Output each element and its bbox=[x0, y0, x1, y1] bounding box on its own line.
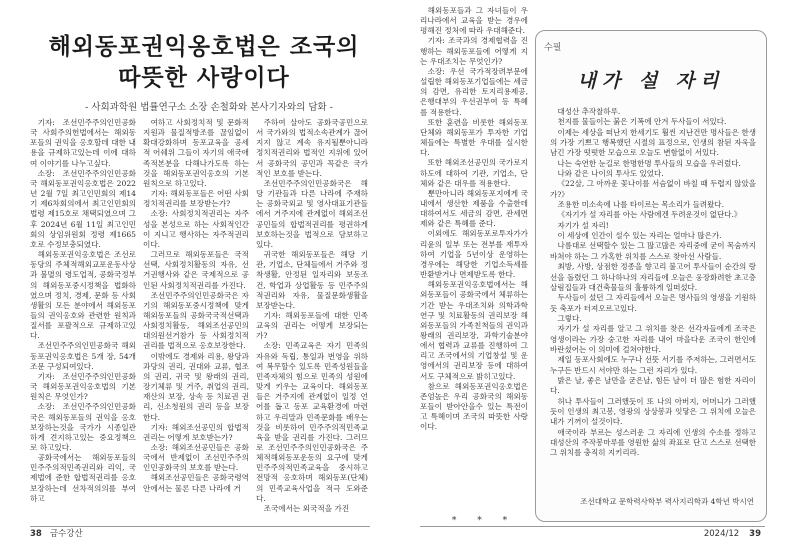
paragraph: 소장: 사회정치적권리는 자주성을 본성으로 하는 사회적인간이 지니고 행사하는 자주적권리이다. bbox=[143, 209, 249, 249]
essay-paragraph: 애국이라 부르는 성스러운 그 자리에 인생의 수소를 정하고 대성산의 주작봉마루를 영원한 삶의 좌표로 단고 스스로 선택한 그 위치를 충직히 지키리라. bbox=[550, 427, 756, 458]
article-column-2 bbox=[143, 118, 249, 526]
article-column-3 bbox=[256, 118, 368, 526]
article-headline bbox=[34, 32, 374, 94]
right-page bbox=[400, 0, 787, 551]
paragraph: 조선민주주의인민공화국은 해당 기관들과 다른 나라에 주재하는 공화국외교 및 영사대표기관들에서 거주지에 관계없이 해외조선공민들의 합법적권리를 평권하게 보호하는것을 법적으로 담보하고있다. bbox=[256, 178, 368, 249]
paragraph: 해외동포들과 그 자녀들이 우리나라에서 교육을 받는 경우에 평해진 정처에 따라 우대해준다. bbox=[420, 6, 528, 36]
paragraph: 조선민주주의인민공화국 해외동포권익옹호법은 5개 장, 54개 조문 구성되여있다. bbox=[30, 341, 136, 371]
right-folio bbox=[704, 529, 761, 539]
paragraph: 기자: 해외동포들에 대한 민족교육의 권리는 어떻게 보장되는가? bbox=[256, 310, 368, 341]
paragraph: 기자: 조국과의 경제협력을 진행하는 해외동포들에 어떻게 지는 우대조치는 무엇인가? bbox=[420, 36, 528, 66]
essay-paragraph: 두사들이 섰던 그 자리들에서 오늘은 명사들의 영생을 기원하듯 축포가 터져오르고있다. bbox=[550, 293, 756, 313]
journal-name: 금수강산 bbox=[49, 529, 83, 539]
essay-paragraph: 《22살, 그 아까운 꽃나이를 서슴없이 바칠 때 두렵지 않았을가?》 bbox=[550, 179, 756, 199]
paragraph: 소장: 해외조선공민들은 공화국에서 반제없이 조선민주주의인민공화국의 보호를 받는다. bbox=[143, 443, 249, 473]
paragraph: 그러므로 해외동포들은 국적선택, 사회정치활동의 자유, 선거권행사와 같은 국제적으로 공인된 사회정치적권리를 가진다. bbox=[143, 250, 249, 290]
essay-paragraph: 나는 숙연한 눈길로 한명한명 투사들의 모습을 우러렀다. bbox=[557, 158, 741, 168]
essay-author: 조선대학교 문학력사학부 력사지리학과 4학년 박시연 bbox=[580, 497, 754, 506]
article-column-1 bbox=[30, 118, 136, 526]
issue-date: 2024/12 bbox=[703, 529, 740, 539]
left-folio bbox=[30, 527, 83, 539]
paragraph: 기자: 조선민주주의인민공화국 해외동포권익옹호법의 기본원칙은 무엇인가? bbox=[30, 371, 136, 402]
paragraph: 귀국한 해외동포들은 해당 기관, 기업소, 단체들에서 거주와 정착생활, 안정된 일자리와 보동조건, 학업과 상업활동 등 민주주의적권리와 자유, 물질문화생활을 보장받는다. bbox=[256, 250, 368, 310]
paragraph: 주하여 살아도 공화국공민으로서 국가와의 법적소속관계가 끊어지지 않고 계속 유지될뿐아니라 정치적권리와 법적인 지위에 있어서 공화국의 공민과 꼭같은 국가적인 보호를 받는다. bbox=[256, 118, 368, 178]
essay-paragraph: 《자기가 설 자리를 아는 사람에겐 두려운것이 없단다.》 bbox=[557, 210, 742, 220]
essay-paragraph: 나름대로 선택할수 있는 그 많고많은 자리중에 굳이 목숨까지 바쳐야 하는 그 가혹한 위치를 스스로 찾아선 사람들. bbox=[550, 241, 756, 261]
essay-category-tag: 수필 bbox=[544, 43, 562, 53]
essay-paragraph: 대성산 추작찰하루. bbox=[557, 107, 621, 116]
paragraph: 소장: 조선민주주의인민공화국은 해외동포들의 권익을 옹호보장하는것을 국가가 시종일관하게 견지하고있는 중요정책으로 하고있다. bbox=[30, 402, 136, 452]
left-page bbox=[0, 0, 393, 551]
paragraph: 이외에도 해외동포로투자가가 리윤의 일부 또는 전부를 재투자하여 기업을 5년이상 운영하는 경우에는 해당한 기업소득세를 반환받거나 면제받도록 한다. bbox=[420, 229, 528, 280]
paragraph: 해외동포권익옹호법은 조선로동당의 주체적해외교포운동사상과 불멸의 령도업적, 공화국정부의 해외동포중시정책을 법화하였으며 정치, 경제, 문화 등 사회생활의 모든 분야에서 해외동포들의 권익옹호와 관련한 원칙과 질서를 포괄적으로 규제하고있다. bbox=[30, 250, 136, 341]
section-end-stars: * * * bbox=[451, 516, 517, 526]
article-subtitle: - 사회과학원 법률연구소 소장 손철화와 본사기자와의 담화 - bbox=[85, 102, 333, 113]
paragraph: 또한 훈련을 비롯한 해외동포단체와 해외동포가 투자한 기업체들에는 특별한 우대를 실시한다. bbox=[420, 117, 528, 158]
paragraph: 소장: 조선민주주의인민공화국 해외동포권익옹호법은 2022년 2월 7일 최고인민회의 제14기 제6차회의에서 최고인민회의 법령 제15호로 채택되였으며 그후 2024년 6월 11일 최고인민회의 상임위원회 정령 제1665호로 수정보충되였다. bbox=[30, 168, 136, 249]
essay-paragraph: 조용한 미소속에 나를 타이르는 목소리가 들려왔다. bbox=[557, 200, 724, 210]
paragraph: 조선민주주의인민공화국은 자기의 해외동포중시정책에 맞게 해외동포들의 공화국국적선택과 사회정치활동, 해외조선공민의 대의원선거참가 등 사회정치적권리를 법적으로 옹호보장한다. bbox=[143, 290, 249, 351]
paragraph: 소장: 민족교육은 자기 민족의 자유와 독립, 통일과 번영을 위하여 복무할수 있도록 민족성원들을 민족자체의 힘으로 민족의 성원에 맞게 키우는 교육이다. 해외동포들은 거주지에 관계없이 일정 언어를 돕고 동포 교육환경에 마련하고 우리말과 민족문화를 배우는것을 비롯하여 민주주의적민족교육을 받을 권리를 가진다. 그러므로 조선민주주의인민공화국은 주체적해외동포운동의 요구에 맞게 민주주의적민족교육을 중시하고 전망적 옹호하며 해외동포(단체)의 민족교육사업을 적극 도와준다. bbox=[256, 341, 368, 503]
paragraph: 소장: 우선 국가적장려부문에 설립한 해외동포기업들에는 세금의 감면, 유리한 토지리용제공, 은행대부의 우선권부여 등 특혜를 적용한다. bbox=[420, 66, 528, 117]
essay-paragraph: 최방, 사방, 상점한 정종을 향고리 불고어 투사들이 순간의 랑선을 돌렸던 그 하나하나의 자리들에 오늘은 웅장화려한 초고층살림집들과 대건축물들의 훌륭하게 일떠섰다. bbox=[550, 262, 756, 292]
paragraph: 공화국에서는 해외동포들의 민주주의적민족권리와 리익, 국제법에 준한 합법적권리를 옹호보장하는데 선차적의의를 부여하고 bbox=[30, 453, 136, 503]
page-number: 38 bbox=[30, 529, 42, 539]
essay-paragraph: 제일 동포사회에도 누구나 선뜻 서기를 주저하는, 그러면서도 누구든 반드시 서야만 하는 그런 자리가 있다. bbox=[550, 355, 756, 375]
essay-title: 내가 설 자리 bbox=[577, 70, 725, 92]
page-number: 39 bbox=[749, 529, 761, 539]
essay-paragraph: 천지를 물들이는 붉은 기폭에 안겨 두사들이 서있다. bbox=[557, 117, 727, 127]
paragraph: 기자: 조선민주주의인민공화국 사회주의헌법에서는 해외동포들의 권익을 옹호할데 대한 내용을 규제하고있는데 이에 대하여 이야기를 나누고싶다. bbox=[30, 118, 136, 168]
paragraph: 뿐만아니라 해외동포지에게 국내에서 생산한 제품을 수출한데 대하여서도 세금의 감면, 관세면제와 같은 특혜를 준다. bbox=[420, 188, 528, 229]
paragraph: 해외조선공민들은 공화국령역안에서는 물론 다른 나라에 거 bbox=[143, 473, 249, 493]
paragraph: 기자: 해외동포들은 어떤 사회정치적권리를 보장받는가? bbox=[143, 189, 249, 209]
article-column-4 bbox=[420, 6, 528, 516]
essay-paragraph: 이제는 세상을 떠난지 한세기도 훨씬 지난건만 명사들은 한생의 가장 기쁘고 행복했던 시절의 표정으로, 인생의 참된 자욱을 남긴 가장 떳떳한 모습으로 오늘도 변함없이 서있다. bbox=[550, 127, 756, 158]
paragraph: 또한 해외조선공민의 국가로지하도에 대하여 기관, 기업소, 단체와 같은 대우를 적용한다. bbox=[420, 158, 528, 188]
essay-paragraph: 밝은 날, 좋은 날만을 굳은날, 힘든 날이 더 많은 험한 자리이다. bbox=[550, 375, 756, 396]
essay-paragraph: 그렇다. bbox=[557, 313, 582, 323]
essay-paragraph: 나와 같은 나이의 투사도 있었다. bbox=[557, 169, 664, 179]
essay-paragraph: 자기가 설 자리! bbox=[557, 220, 609, 230]
essay-box bbox=[535, 30, 767, 522]
paragraph: 참으로 해외동포권익옹호법은 존엄높은 우리 공화국의 해외동포들이 받아안을수 있는 특전이고 특혜이며 조국의 따뜻한 사랑이다. bbox=[420, 381, 528, 432]
paragraph: 조국에서는 외국적을 가진 bbox=[263, 503, 350, 513]
essay-paragraph: 허나 투사들이 그러했듯이 또 나의 아버지, 어머니가 그러했듯이 인생의 최고봉, 영광의 상상봉과 잇닿은 그 위치에 오늘은 내가 기꺼이 설것이다. bbox=[550, 396, 756, 427]
headline-line-1: 해외동포권익옹호법은 조국의 bbox=[48, 34, 360, 60]
paragraph: 여하고 사회정치적 및 문화적지원과 물질적방조를 끊임없이 확대강화하며 동포교육을 공세적 어쉐위 그들이 자기의 애국애족적본분을 다해나가도록 하는것을 해외동포권익옹호의 기본원칙으로 하고있다. bbox=[143, 118, 249, 188]
essay-paragraph: 자기가 설 자리를 알고 그 위치를 찾은 선각자들에게 조국은 영생이라는 가장 숭고한 자리를 내어 마을다운 조국이 한인에 바란셨어는 이 의미에 걸쳐야한다. bbox=[550, 324, 756, 354]
paragraph: 해외동포권익옹호법에서는 해외동포들이 공화국에서 체류하는 기간 받는 우대조치와 의학과학연구 및 치료활동의 권리보장 해외동포들의 가족친척들의 권익과 왕래의 권리보장, 과학기술분야에서 협력과 교류를 진행하여 그리고 조국에서의 기업창설 및 운영에서의 권리보장 등에 대하여서도 구체적으로 밝히고있다. bbox=[420, 280, 528, 381]
headline-line-2: 따뜻한 사랑이다 bbox=[118, 65, 290, 91]
paragraph: 기자: 해외조선공민의 합법적권리는 어떻게 보호받는가? bbox=[143, 422, 249, 442]
paragraph: 이밖에도 경제와 리용, 왕당과 과당의 권리, 권대와 교류, 협조의 권리, 귀국 및 왕래의 권리, 장기체류 및 거주, 취업의 권리, 재산의 보장, 상속 등 치료권 권리, 신소청원의 권리 등을 보장한다. bbox=[143, 351, 249, 422]
essay-paragraph: 이 세상에 인간이 설수 있는 자리는 얼마나 많은가. bbox=[557, 231, 722, 241]
footer-rule bbox=[420, 526, 765, 527]
essay-body bbox=[550, 107, 756, 497]
